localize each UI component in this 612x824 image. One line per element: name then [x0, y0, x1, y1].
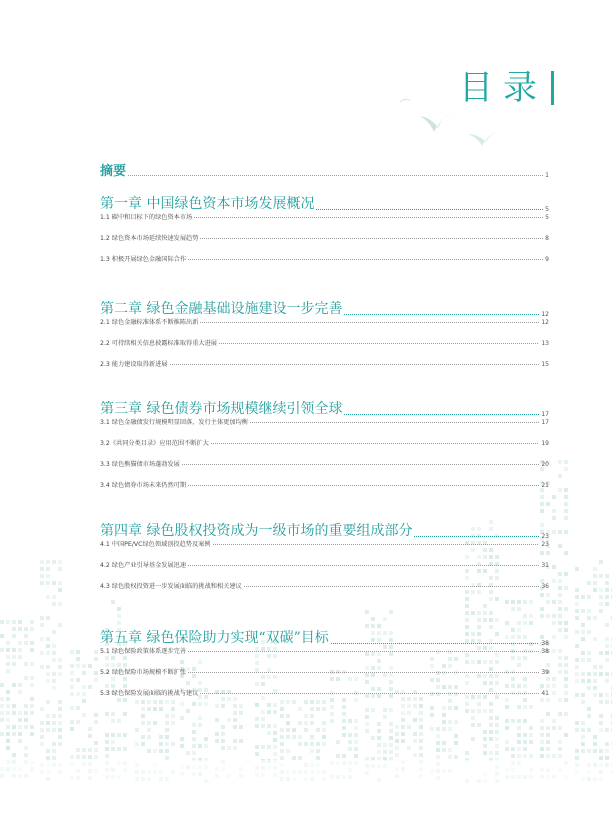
- toc-entry-section-4-2-page-number: 31: [541, 562, 549, 569]
- toc-entry-section-2-1[interactable]: [100, 317, 549, 326]
- toc-entry-section-4-3-page-number: 36: [541, 583, 549, 590]
- toc-entry-chapter-3[interactable]: [100, 398, 549, 418]
- toc-entry-chapter-1-page-number: 5: [545, 206, 549, 213]
- toc-entry-chapter-4[interactable]: [100, 520, 549, 540]
- birds-icon: [390, 80, 520, 160]
- toc-entry-chapter-3-label: 第三章 绿色债券市场规模继续引领全球: [100, 401, 343, 417]
- dot-leader: [188, 651, 539, 652]
- toc-entry-chapter-5-label: 第五章 绿色保险助力实现“双碳”目标: [100, 630, 329, 646]
- toc-entry-section-5-3-label: 5.3 绿色保险发展面临的挑战与建议: [100, 690, 199, 697]
- toc-entry-section-3-4[interactable]: [100, 480, 549, 489]
- toc-entry-section-3-4-label: 3.4 绿色债券市场未来仍然可期: [100, 482, 187, 489]
- toc-entry-section-3-1-label: 3.1 绿色金融债发行规模明显回落，发行主体更加均衡: [100, 419, 248, 426]
- dot-leader: [188, 259, 543, 260]
- dot-leader: [414, 536, 539, 537]
- toc-entry-section-3-2-page-number: 19: [541, 440, 549, 447]
- toc-entry-section-2-2[interactable]: [100, 338, 549, 347]
- dot-leader: [182, 464, 539, 465]
- toc-entry-section-2-3-label: 2.3 能力建设取得新进展: [100, 361, 168, 368]
- toc-entry-section-5-3-page-number: 41: [541, 690, 549, 697]
- toc-entry-section-4-1-label: 4.1 中国PE/VC绿色领域创投趋势及案例: [100, 541, 211, 548]
- toc-entry-chapter-3-page-number: 17: [541, 411, 549, 418]
- toc-entry-section-2-3[interactable]: [100, 359, 549, 368]
- dot-leader: [211, 443, 540, 444]
- dot-leader: [200, 322, 539, 323]
- toc-entry-abstract-page-number: 1: [545, 172, 549, 179]
- toc-entry-section-4-2-label: 4.2 绿色产业引导基金发展迅速: [100, 562, 187, 569]
- title-accent-bar: [551, 71, 554, 105]
- toc-entry-section-1-2[interactable]: [100, 233, 549, 242]
- dot-leader: [188, 672, 539, 673]
- toc-entry-chapter-2[interactable]: [100, 298, 549, 318]
- dot-leader: [244, 586, 540, 587]
- dot-leader: [188, 565, 539, 566]
- toc-entry-section-3-3-page-number: 20: [541, 461, 549, 468]
- toc-entry-chapter-2-label: 第二章 绿色金融基础设施建设一步完善: [100, 301, 343, 317]
- toc-entry-section-5-2[interactable]: [100, 667, 549, 676]
- toc-entry-section-1-1[interactable]: [100, 212, 549, 221]
- dot-leader: [316, 209, 543, 210]
- toc-entry-section-1-2-label: 1.2 绿色资本市场延续快速发展趋势: [100, 235, 199, 242]
- toc-entry-section-4-1[interactable]: [100, 539, 549, 548]
- toc-entry-abstract[interactable]: [100, 160, 549, 179]
- toc-entry-section-2-3-page-number: 15: [541, 361, 549, 368]
- toc-entry-section-1-3-page-number: 9: [545, 256, 549, 263]
- dot-leader: [200, 238, 543, 239]
- toc-entry-section-2-1-label: 2.1 绿色金融标准体系不断推陈出新: [100, 319, 199, 326]
- dot-leader: [200, 693, 539, 694]
- dot-leader: [250, 422, 539, 423]
- toc-entry-chapter-4-label: 第四章 绿色股权投资成为一级市场的重要组成部分: [100, 523, 413, 539]
- toc-entry-section-3-2-label: 3.2《共同分类目录》应用范围不断扩大: [100, 440, 209, 447]
- toc-entry-chapter-5[interactable]: [100, 627, 549, 647]
- dot-leader: [128, 175, 543, 176]
- toc-entry-chapter-4-page-number: 23: [541, 533, 549, 540]
- dot-leader: [331, 643, 540, 644]
- dot-leader: [194, 217, 543, 218]
- toc-entry-section-1-1-label: 1.1 碳中和目标下的绿色资本市场: [100, 214, 193, 221]
- toc-entry-section-5-1[interactable]: [100, 646, 549, 655]
- dot-leader: [344, 414, 539, 415]
- toc-entry-section-3-4-page-number: 21: [541, 482, 549, 489]
- toc-entry-section-3-1[interactable]: [100, 417, 549, 426]
- toc-entry-chapter-2-page-number: 12: [541, 311, 549, 318]
- toc-entry-section-3-2[interactable]: [100, 438, 549, 447]
- toc-entry-section-5-1-page-number: 38: [541, 648, 549, 655]
- toc-entry-section-5-3[interactable]: [100, 688, 549, 697]
- toc-entry-section-5-2-label: 5.2 绿色保险市场规模不断扩张: [100, 669, 187, 676]
- toc-entry-chapter-5-page-number: 38: [541, 640, 549, 647]
- toc-entry-section-3-3-label: 3.3 绿色熊猫债市场蓬勃发展: [100, 461, 180, 468]
- toc-entry-chapter-1[interactable]: [100, 193, 549, 213]
- toc-entry-section-4-3-label: 4.3 绿色股权投资进一步发展面临的挑战和相关建议: [100, 583, 242, 590]
- toc-entry-section-5-2-page-number: 39: [541, 669, 549, 676]
- toc-entry-section-1-3-label: 1.3 积极开展绿色金融国际合作: [100, 256, 187, 263]
- dot-leader: [344, 314, 539, 315]
- toc-entry-section-1-1-page-number: 5: [545, 214, 549, 221]
- toc-entry-section-3-1-page-number: 17: [541, 419, 549, 426]
- toc-entry-abstract-label: 摘要: [100, 164, 127, 179]
- dot-leader: [188, 485, 539, 486]
- toc-entry-section-1-3[interactable]: [100, 254, 549, 263]
- toc-entry-section-2-2-page-number: 13: [541, 340, 549, 347]
- toc-title: 目录: [459, 68, 547, 108]
- toc-entry-section-1-2-page-number: 8: [545, 235, 549, 242]
- toc-entry-chapter-1-label: 第一章 中国绿色资本市场发展概况: [100, 196, 315, 212]
- toc-entry-section-4-1-page-number: 23: [541, 541, 549, 548]
- dot-leader: [170, 364, 540, 365]
- toc-entry-section-4-3[interactable]: [100, 581, 549, 590]
- toc-entry-section-5-1-label: 5.1 绿色保险政策体系逐步完善: [100, 648, 187, 655]
- toc-entry-section-2-1-page-number: 12: [541, 319, 549, 326]
- dot-leader: [219, 343, 539, 344]
- toc-entry-section-2-2-label: 2.2 可持续相关信息披露标准取得重大进展: [100, 340, 217, 347]
- toc-entry-section-3-3[interactable]: [100, 459, 549, 468]
- toc-entry-section-4-2[interactable]: [100, 560, 549, 569]
- dot-leader: [213, 544, 540, 545]
